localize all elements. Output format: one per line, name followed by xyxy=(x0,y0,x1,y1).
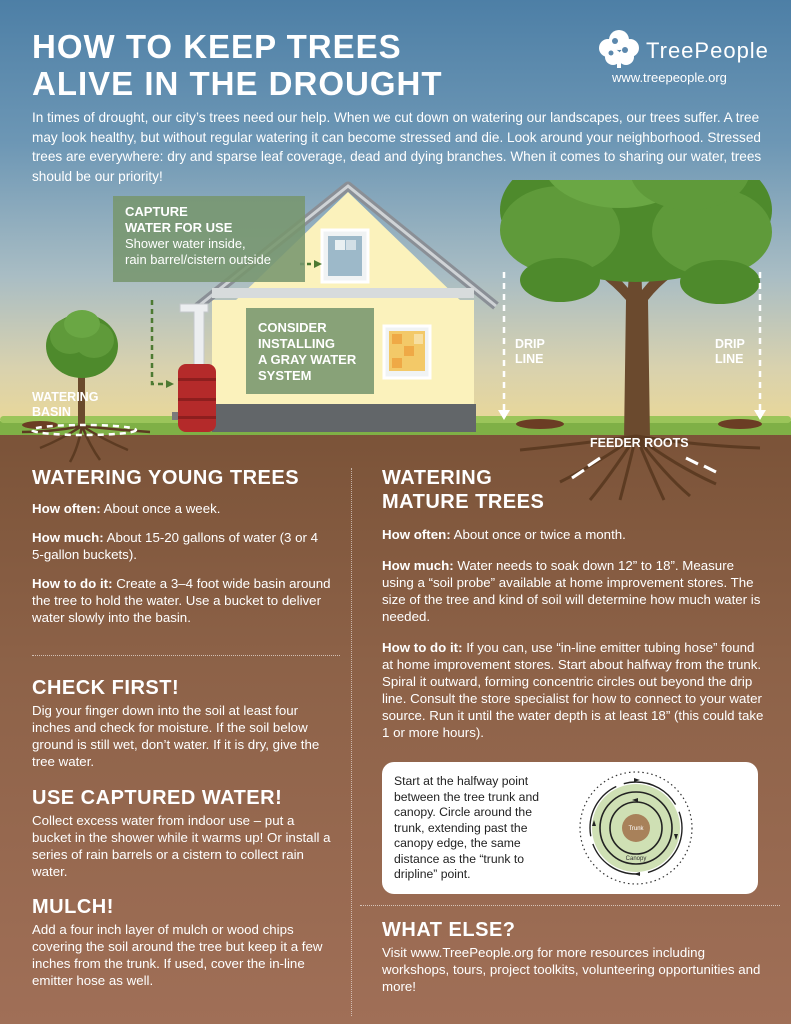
graywater-line-3: A GRAY WATER xyxy=(258,352,357,367)
watering-young-trees-section xyxy=(32,466,332,638)
graywater-line-2: INSTALLING xyxy=(258,336,336,351)
mature-tree-icon xyxy=(500,180,772,440)
young-how-label: How to do it: xyxy=(32,576,113,591)
tree-logo-icon xyxy=(596,26,642,70)
intro-paragraph: In times of drought, our city’s trees need our help. When we cut down on watering our landscapes, our trees suffer. A tree may look healthy, but without regular watering it can become stressed and die. Look around your neighborhood. Stressed trees are everywhere: dry and sparse leaf coverage, dead and dying branches. When it comes to sharing our water, trees should be our priority! xyxy=(32,110,762,184)
spiral-diagram-box xyxy=(382,762,758,894)
graywater-callout xyxy=(246,308,374,394)
young-section-divider xyxy=(32,655,340,656)
mulch-left xyxy=(516,419,564,429)
mature-heading xyxy=(382,466,767,514)
mature-how-label: How to do it: xyxy=(382,640,463,655)
logo-url[interactable]: www.treepeople.org xyxy=(612,70,727,85)
mature-much-label: How much: xyxy=(382,558,454,573)
check-text: Dig your finger down into the soil at least four inches and check for moisture. If the soil below ground is still wet, don’t water. If it is dry, give the tree water. xyxy=(32,703,320,769)
young-often-label: How often: xyxy=(32,501,101,516)
young-heading: WATERING YOUNG TREES xyxy=(32,467,300,489)
capture-water-callout xyxy=(113,196,305,282)
young-much-text: About 15-20 gallons of water (3 or 4 5-gallon buckets). xyxy=(32,530,319,562)
watering-basin-label xyxy=(32,390,98,420)
mulch-text: Add a four inch layer of mulch or wood chips covering the soil around the tree but keep it a few inches from the trunk. If used, cover the in-line emitter hose as well. xyxy=(32,922,323,988)
mature-often-text: About once or twice a month. xyxy=(450,527,626,542)
young-often-text: About once a week. xyxy=(100,501,221,516)
captured-text: Collect excess water from indoor use – put a bucket in the shower while it warms up! Or install a series of rain barrels or a cistern to collect rain water. xyxy=(32,813,331,879)
title-line-2: ALIVE IN THE DROUGHT xyxy=(32,65,443,102)
mature-heading-2: MATURE TREES xyxy=(382,491,545,513)
graywater-line-4: SYSTEM xyxy=(258,368,312,383)
logo-name: TreePeople xyxy=(646,38,769,63)
rain-barrel-icon xyxy=(172,364,216,432)
basin-label-2: BASIN xyxy=(32,405,71,419)
capture-title-2: WATER FOR USE xyxy=(125,220,233,235)
whatelse-text: Visit www.TreePeople.org for more resources including workshops, tours, project toolkits, volunteering opportunities and more! xyxy=(382,945,761,994)
drip-line-left-label xyxy=(515,337,545,367)
mature-how-often xyxy=(382,526,767,543)
mature-much-text: Water needs to soak down 12” to 18”. Measure using a “soil probe” available at home improvement stores. The size of the tree and kind of soil will determine how much water is needed. xyxy=(382,558,761,624)
whatelse-heading: WHAT ELSE? xyxy=(382,919,516,941)
capture-title-1: CAPTURE xyxy=(125,204,188,219)
young-how-text: Create a 3–4 foot wide basin around the tree to hold the water. Use a bucket to deliver water slowly into the basin. xyxy=(32,576,331,625)
what-else-section xyxy=(382,918,767,1007)
spiral-instructions: Start at the halfway point between the tree trunk and canopy. Circle around the trunk, extending past the canopy edge, the same distance as the “trunk to dripline” point. xyxy=(394,774,539,881)
page-title xyxy=(32,28,443,102)
arrow-marker-bottom xyxy=(634,872,640,876)
mature-how-text: If you can, use “in-line emitter tubing hose” found at home improvement stores. Start about halfway from the trunk. Spiral it outward, forming concentric circles out beyond the drip line. Consult the store specialist for how to connect to your water source. Run it until the water depth is at least 18” (this could take 1 or more hours). xyxy=(382,640,764,740)
watering-mature-trees-section xyxy=(382,466,767,753)
trunk-label: Trunk xyxy=(628,826,644,832)
column-divider xyxy=(351,468,352,1016)
mature-how-to xyxy=(382,639,767,741)
drip-right-2: LINE xyxy=(715,352,744,366)
title-line-1: HOW TO KEEP TREES xyxy=(32,28,402,65)
feeder-roots-label: FEEDER ROOTS xyxy=(590,436,689,450)
use-captured-water-section xyxy=(32,786,332,892)
mature-section-divider xyxy=(360,905,780,906)
mulch-right xyxy=(718,419,762,429)
treepeople-logo[interactable] xyxy=(596,24,769,92)
capture-text-2: rain barrel/cistern outside xyxy=(125,252,271,267)
young-how-much xyxy=(32,529,332,563)
mulch-heading: MULCH! xyxy=(32,896,114,918)
drip-line-right-label xyxy=(715,337,745,367)
canopy-label: Canopy xyxy=(625,856,647,862)
mature-heading-1: WATERING xyxy=(382,467,493,489)
drip-right-1: DRIP xyxy=(715,337,745,351)
young-much-label: How much: xyxy=(32,530,104,545)
check-first-section xyxy=(32,676,332,782)
arrow-to-barrel xyxy=(152,300,170,384)
young-how-to xyxy=(32,575,332,626)
spiral-hose-diagram xyxy=(578,768,696,888)
mulch-section xyxy=(32,895,332,1001)
check-heading: CHECK FIRST! xyxy=(32,677,180,699)
drip-left-1: DRIP xyxy=(515,337,545,351)
graywater-line-1: CONSIDER xyxy=(258,320,327,335)
basin-label-1: WATERING xyxy=(32,390,99,404)
young-how-often xyxy=(32,500,332,517)
capture-text-1: Shower water inside, xyxy=(125,236,246,251)
mature-often-label: How often: xyxy=(382,527,451,542)
mature-how-much xyxy=(382,557,767,625)
captured-heading: USE CAPTURED WATER! xyxy=(32,787,283,809)
drip-left-2: LINE xyxy=(515,352,544,366)
